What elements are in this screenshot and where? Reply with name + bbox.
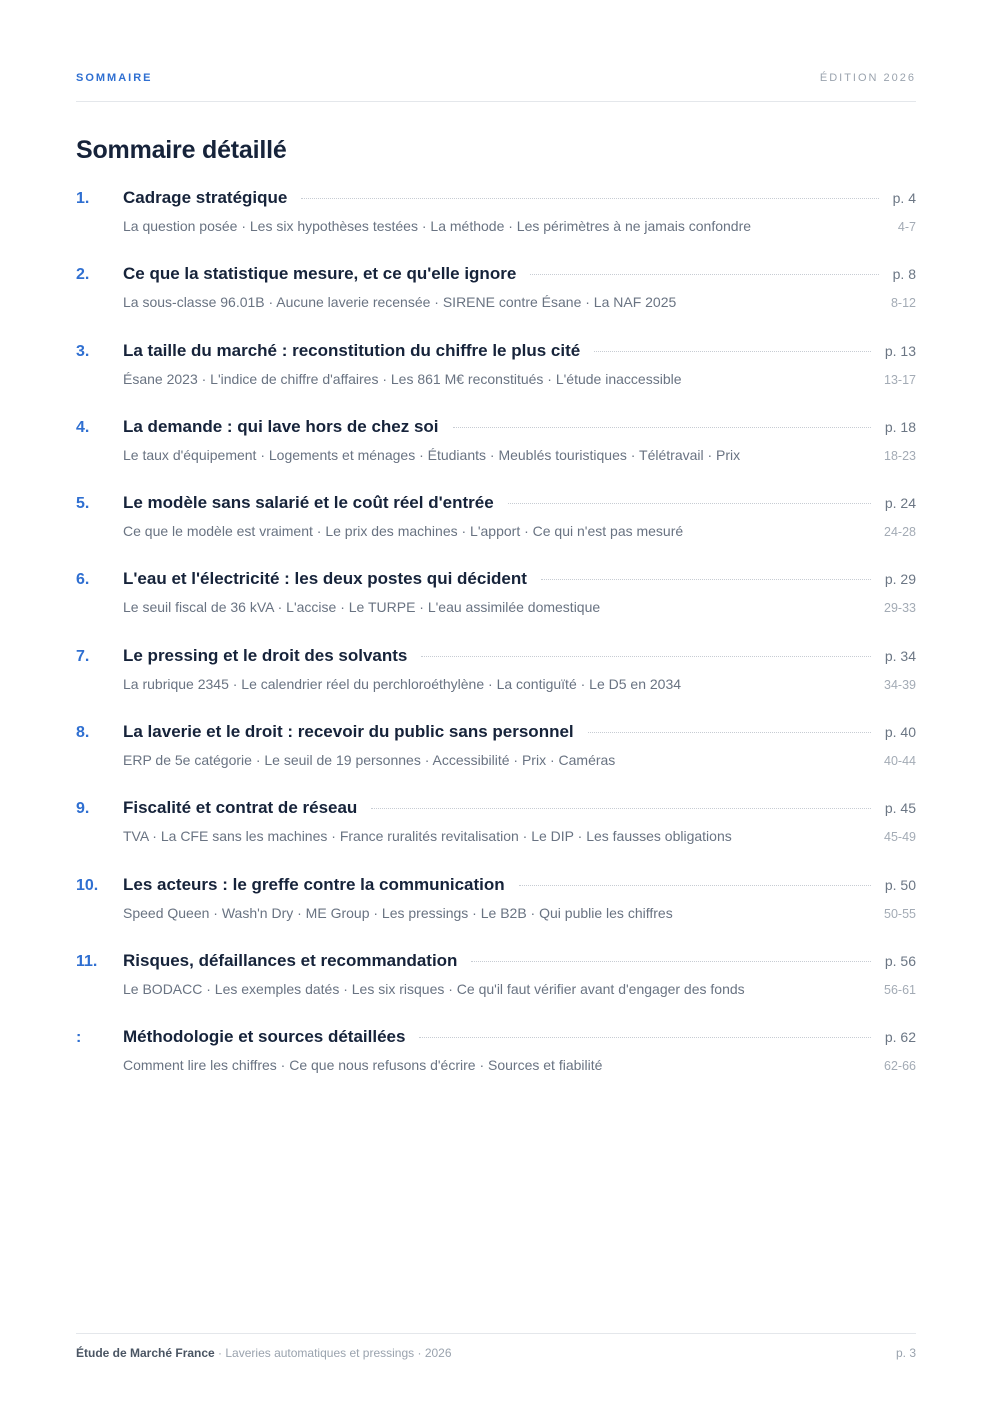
table-of-contents (76, 188, 916, 1104)
chapter-subtopics: Speed Queen · Wash'n Dry · ME Group · Les pressings · Le B2B · Qui publie les chiffres (123, 904, 673, 921)
chapter-number: 10. (76, 876, 99, 894)
chapter-number: : (76, 1029, 82, 1047)
footer-brand: Étude de Marché France (76, 1346, 215, 1360)
chapter-page: p. 34 (884, 647, 916, 664)
chapter-number: 6. (76, 571, 90, 589)
chapter-page: p. 8 (892, 266, 916, 283)
toc-entry-heading (76, 875, 916, 903)
chapter-page: p. 40 (884, 724, 916, 741)
toc-entry[interactable] (76, 1027, 916, 1103)
chapter-subtopics: Le taux d'équipement · Logements et ménages · Étudiants · Meublés touristiques · Télétravail · Prix (123, 446, 741, 463)
toc-entry[interactable] (76, 417, 916, 493)
chapter-title[interactable]: Cadrage stratégique (123, 188, 288, 207)
dot-leader (541, 579, 871, 580)
toc-entry-details (76, 981, 916, 997)
toc-entry[interactable] (76, 493, 916, 569)
dot-leader (508, 503, 871, 504)
chapter-page: p. 56 (884, 952, 916, 969)
footer-text (76, 1346, 452, 1360)
toc-entry-details (76, 294, 916, 310)
toc-entry-details (76, 828, 916, 844)
toc-entry-heading (76, 417, 916, 445)
toc-entry[interactable] (76, 798, 916, 874)
toc-entry[interactable] (76, 569, 916, 645)
chapter-subtopics: Le seuil fiscal de 36 kVA · L'accise · Le TURPE · L'eau assimilée domestique (123, 599, 601, 616)
toc-entry-heading (76, 264, 916, 292)
toc-entry-heading (76, 493, 916, 521)
chapter-page: p. 18 (884, 418, 916, 435)
chapter-page-range: 8-12 (890, 296, 916, 311)
chapter-title[interactable]: Ce que la statistique mesure, et ce qu'elle ignore (123, 264, 517, 284)
toc-entry-heading (76, 341, 916, 369)
dot-leader (530, 274, 878, 275)
footer-page-number: p. 3 (895, 1346, 916, 1360)
toc-entry-heading (76, 951, 916, 979)
footer-divider (76, 1333, 916, 1334)
dot-leader (519, 885, 871, 886)
chapter-page-range: 56-61 (884, 982, 916, 997)
dot-leader (301, 198, 878, 199)
section-label: SOMMAIRE (76, 72, 153, 84)
chapter-subtopics: La rubrique 2345 · Le calendrier réel du perchloroéthylène · La contiguïté · Le D5 en 2034 (123, 675, 682, 692)
toc-entry-details (76, 599, 916, 615)
running-header (76, 72, 916, 84)
chapter-subtopics: ERP de 5e catégorie · Le seuil de 19 personnes · Accessibilité · Prix · Caméras (123, 752, 616, 769)
toc-entry-details (76, 1057, 916, 1073)
chapter-title[interactable]: Risques, défaillances et recommandation (123, 950, 458, 970)
chapter-subtopics: Le BODACC · Les exemples datés · Les six risques · Ce qu'il faut vérifier avant d'engager des fonds (123, 980, 745, 997)
chapter-number: 7. (76, 647, 90, 665)
header-divider (76, 101, 916, 102)
chapter-title[interactable]: La laverie et le droit : recevoir du public sans personnel (123, 722, 574, 742)
toc-entry-heading (76, 188, 916, 216)
toc-entry[interactable] (76, 188, 916, 264)
toc-entry[interactable] (76, 341, 916, 417)
chapter-page-range: 50-55 (884, 906, 916, 921)
chapter-page: p. 4 (892, 190, 916, 206)
chapter-page: p. 50 (884, 876, 916, 893)
chapter-number: 4. (76, 418, 90, 436)
chapter-page: p. 13 (884, 342, 916, 359)
chapter-page-range: 45-49 (884, 830, 916, 845)
chapter-number: 9. (76, 800, 90, 818)
chapter-subtopics: TVA · La CFE sans les machines · France ruralités revitalisation · Le DIP · Les fausses obligations (123, 828, 732, 845)
toc-entry[interactable] (76, 875, 916, 951)
chapter-title[interactable]: L'eau et l'électricité : les deux postes qui décident (123, 569, 527, 589)
chapter-title[interactable]: Le pressing et le droit des solvants (123, 645, 408, 665)
chapter-page: p. 45 (884, 800, 916, 817)
page-footer (76, 1346, 916, 1360)
toc-entry-details (76, 447, 916, 463)
toc-entry[interactable] (76, 722, 916, 798)
edition-label: ÉDITION 2026 (819, 72, 916, 84)
chapter-page-range: 24-28 (884, 525, 916, 540)
chapter-number: 5. (76, 495, 90, 513)
dot-leader (371, 808, 871, 809)
toc-entry-heading (76, 722, 916, 750)
chapter-subtopics: Ésane 2023 · L'indice de chiffre d'affaires · Les 861 M€ reconstitués · L'étude inaccessible (123, 370, 682, 387)
toc-entry-details (76, 676, 916, 692)
dot-leader (588, 732, 871, 733)
dot-leader (453, 427, 871, 428)
chapter-page: p. 62 (884, 1029, 916, 1046)
chapter-page-range: 34-39 (884, 677, 916, 692)
chapter-subtopics: La sous-classe 96.01B · Aucune laverie recensée · SIRENE contre Ésane · La NAF 2025 (123, 294, 677, 311)
chapter-page-range: 40-44 (884, 754, 916, 769)
chapter-subtopics: Ce que le modèle est vraiment · Le prix des machines · L'apport · Ce qui n'est pas mesuré (123, 523, 684, 540)
page-title: Sommaire détaillé (76, 136, 287, 164)
chapter-title[interactable]: Le modèle sans salarié et le coût réel d'entrée (123, 493, 494, 513)
toc-entry[interactable] (76, 951, 916, 1027)
chapter-page: p. 29 (884, 571, 916, 588)
chapter-number: 3. (76, 342, 90, 360)
chapter-page-range: 4-7 (897, 220, 916, 234)
chapter-subtopics: La question posée · Les six hypothèses testées · La méthode · Les périmètres à ne jamais confondre (123, 218, 752, 234)
dot-leader (421, 656, 870, 657)
toc-entry-heading (76, 798, 916, 826)
toc-entry-heading (76, 569, 916, 597)
chapter-page-range: 62-66 (884, 1059, 916, 1074)
toc-entry-heading (76, 1027, 916, 1055)
toc-entry-heading (76, 646, 916, 674)
toc-entry-details (76, 523, 916, 539)
chapter-page-range: 29-33 (884, 601, 916, 616)
toc-entry[interactable] (76, 646, 916, 722)
dot-leader (471, 961, 870, 962)
chapter-number: 8. (76, 724, 90, 742)
chapter-subtopics: Comment lire les chiffres · Ce que nous refusons d'écrire · Sources et fiabilité (123, 1057, 603, 1074)
toc-entry[interactable] (76, 264, 916, 340)
chapter-title[interactable]: La demande : qui lave hors de chez soi (123, 416, 439, 436)
toc-entry-details (76, 905, 916, 921)
chapter-page-range: 18-23 (884, 448, 916, 463)
toc-entry-details (76, 752, 916, 768)
chapter-title[interactable]: Les acteurs : le greffe contre la communication (123, 874, 505, 894)
chapter-title[interactable]: Fiscalité et contrat de réseau (123, 798, 358, 818)
chapter-title[interactable]: Méthodologie et sources détaillées (123, 1027, 406, 1047)
chapter-page: p. 24 (884, 495, 916, 512)
footer-subtitle: · Laveries automatiques et pressings · 2026 (214, 1346, 452, 1360)
dot-leader (419, 1037, 870, 1038)
toc-entry-details (76, 218, 916, 234)
chapter-title[interactable]: La taille du marché : reconstitution du chiffre le plus cité (123, 340, 581, 360)
chapter-page-range: 13-17 (884, 372, 916, 387)
dot-leader (594, 351, 871, 352)
toc-entry-details (76, 371, 916, 387)
chapter-number: 2. (76, 266, 90, 284)
chapter-number: 11. (76, 952, 98, 970)
chapter-number: 1. (76, 190, 90, 207)
